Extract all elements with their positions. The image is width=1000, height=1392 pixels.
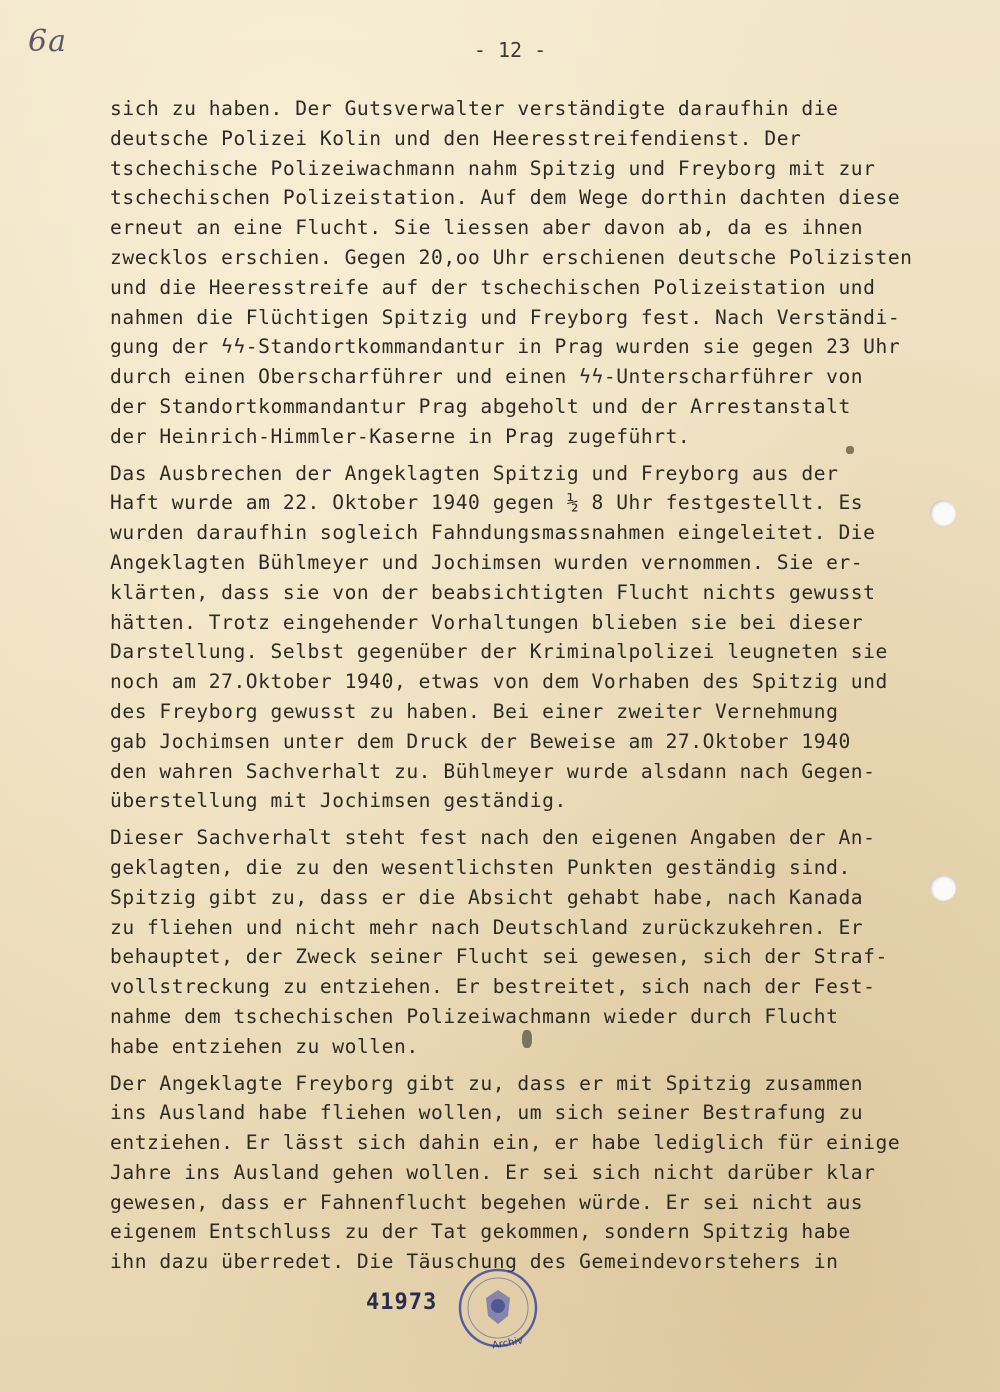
text-line: Spitzig gibt zu, dass er die Absicht gehabt habe, nach Kanada xyxy=(110,885,864,909)
text-line: hätten. Trotz eingehender Vorhaltungen blieben sie bei dieser xyxy=(110,610,864,634)
text-line: behauptet, der Zweck seiner Flucht sei gewesen, sich der Straf- xyxy=(110,945,888,969)
text-line: wurden daraufhin sogleich Fahndungsmassnahmen eingeleitet. Die xyxy=(110,521,876,545)
text-line: Angeklagten Bühlmeyer und Jochimsen wurden vernommen. Sie er- xyxy=(110,550,864,574)
archive-stamp-label: Archiv xyxy=(491,1335,524,1352)
text-line: erneut an eine Flucht. Sie liessen aber davon ab, da es ihnen xyxy=(110,216,864,240)
text-line: sich zu haben. Der Gutsverwalter verständigte daraufhin die xyxy=(110,97,839,120)
text-line: überstellung mit Jochimsen geständig. xyxy=(110,789,567,813)
handwritten-folio-mark: 6a xyxy=(28,24,67,59)
text-line: vollstreckung zu entziehen. Er bestreitet, sich nach der Fest- xyxy=(110,975,876,999)
text-line: der Heinrich-Himmler-Kaserne in Prag zugeführt. xyxy=(110,424,691,448)
text-line: ins Ausland habe fliehen wollen, um sich seiner Bestrafung zu xyxy=(110,1101,864,1125)
text-line: Jahre ins Ausland gehen wollen. Er sei sich nicht darüber klar xyxy=(110,1160,876,1184)
text-line: den wahren Sachverhalt zu. Bühlmeyer wurde alsdann nach Gegen- xyxy=(110,759,876,783)
text-line: tschechischen Polizeistation. Auf dem Wege dorthin dachten diese xyxy=(110,186,901,210)
text-line: entziehen. Er lässt sich dahin ein, er habe lediglich für einige xyxy=(110,1131,901,1155)
text-line: ihn dazu überredet. Die Täuschung des Gemeindevorstehers in xyxy=(110,1250,839,1274)
text-line: zu fliehen und nicht mehr nach Deutschland zurückzukehren. Er xyxy=(110,915,864,939)
text-line: gewesen, dass er Fahnenflucht begehen würde. Er sei nicht aus xyxy=(110,1190,864,1214)
text-line: nahme dem tschechischen Polizeiwachmann wieder durch Flucht xyxy=(110,1004,839,1028)
text-line: Darstellung. Selbst gegenüber der Kriminalpolizei leugneten sie xyxy=(110,640,888,664)
page-number: - 12 - xyxy=(473,38,547,62)
text-line: des Freyborg gewusst zu haben. Bei einer zweiter Vernehmung xyxy=(110,699,839,723)
archive-number-stamp: 41973 xyxy=(366,1290,438,1315)
text-line: und die Heeresstreife auf der tschechischen Polizeistation und xyxy=(110,275,876,299)
text-line: zwecklos erschien. Gegen 20,oo Uhr erschienen deutsche Polizisten xyxy=(110,245,913,269)
punch-hole xyxy=(930,500,956,526)
text-line: gab Jochimsen unter dem Druck der Beweise am 27.Oktober 1940 xyxy=(110,729,851,753)
text-line: deutsche Polizei Kolin und den Heeresstreifendienst. Der xyxy=(110,126,802,150)
paragraph-4 xyxy=(110,1069,920,1278)
paragraph-3 xyxy=(110,823,920,1061)
text-line: gung der ϟϟ-Standortkommandantur in Prag wurden sie gegen 23 Uhr xyxy=(110,335,901,359)
text-line: klärten, dass sie von der beabsichtigten Flucht nichts gewusst xyxy=(110,580,876,604)
text-line: eigenem Entschluss zu der Tat gekommen, sondern Spitzig habe xyxy=(110,1220,851,1244)
text-line: nahmen die Flüchtigen Spitzig und Freyborg fest. Nach Verständi- xyxy=(110,305,901,329)
document-body xyxy=(110,94,920,1284)
text-line: Haft wurde am 22. Oktober 1940 gegen ½ 8 Uhr festgestellt. Es xyxy=(110,491,864,515)
text-line: tschechische Polizeiwachmann nahm Spitzig und Freyborg mit zur xyxy=(110,156,876,180)
ink-smudge xyxy=(522,1030,532,1048)
text-line: Dieser Sachverhalt steht fest nach den eigenen Angaben der An- xyxy=(110,826,876,850)
text-line: habe entziehen zu wollen. xyxy=(110,1034,419,1058)
paragraph-1 xyxy=(110,94,920,452)
ink-smudge xyxy=(846,446,854,454)
text-line: Der Angeklagte Freyborg gibt zu, dass er mit Spitzig zusammen xyxy=(110,1071,864,1095)
text-line: Das Ausbrechen der Angeklagten Spitzig und Freyborg aus der xyxy=(110,461,839,485)
text-line: durch einen Oberscharführer und einen ϟϟ-Unterscharführer von xyxy=(110,365,864,389)
paragraph-2 xyxy=(110,459,920,817)
text-line: geklagten, die zu den wesentlichsten Punkten geständig sind. xyxy=(110,855,851,879)
punch-hole xyxy=(930,875,956,901)
text-line: der Standortkommandantur Prag abgeholt und der Arrestanstalt xyxy=(110,394,851,418)
text-line: noch am 27.Oktober 1940, etwas von dem Vorhaben des Spitzig und xyxy=(110,670,888,694)
